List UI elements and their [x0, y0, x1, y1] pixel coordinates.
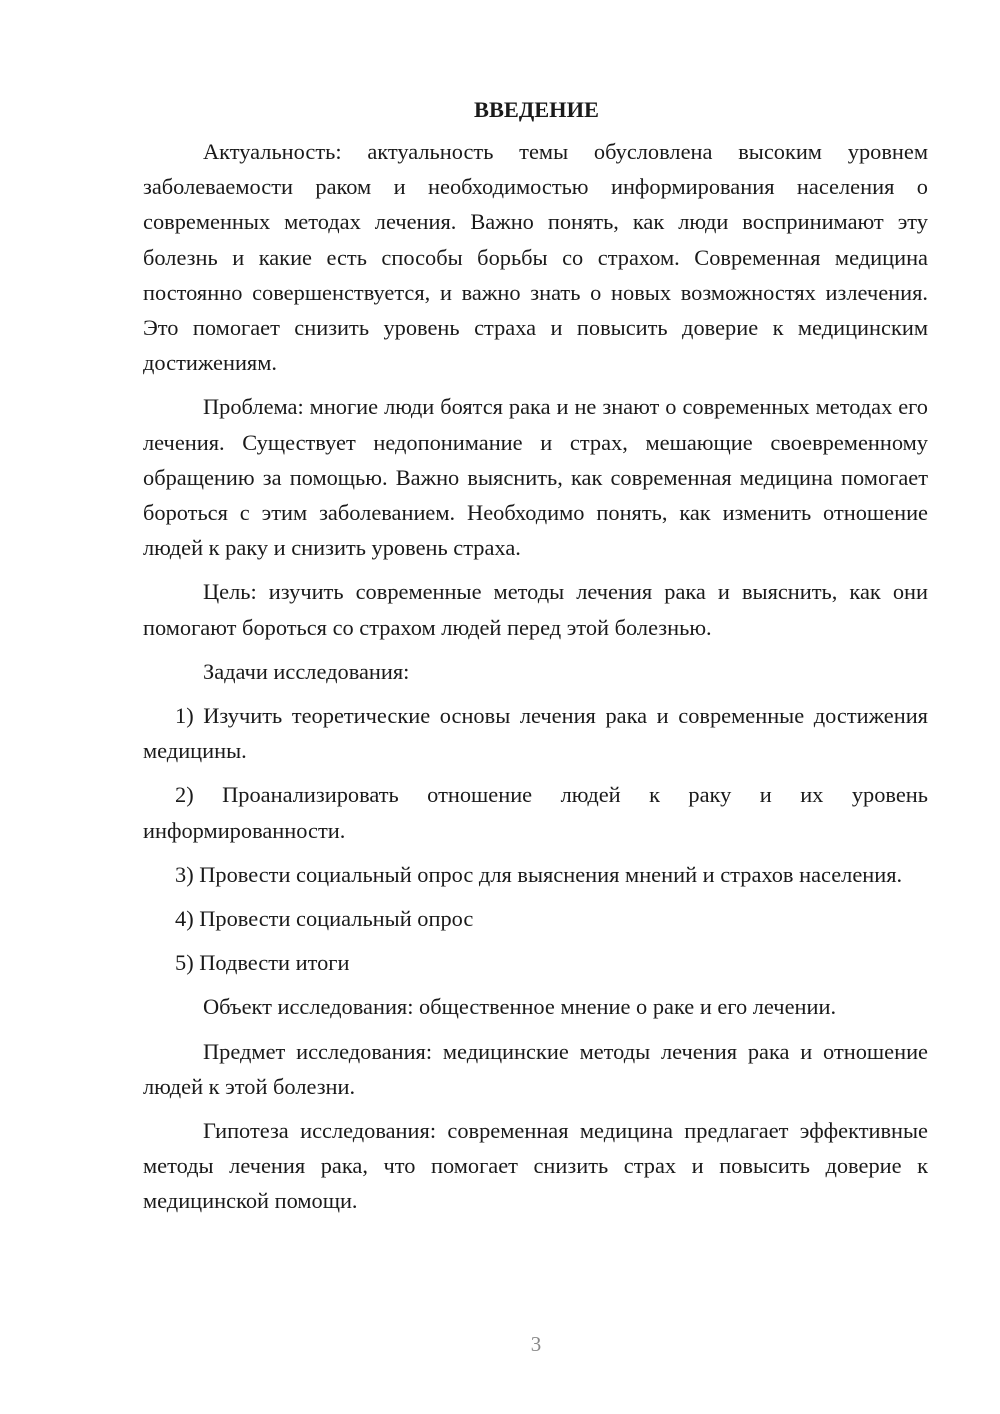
task-item-3: 3) Провести социальный опрос для выяснения мнений и страхов населения.: [175, 861, 903, 887]
tasks-heading: Задачи исследования:: [203, 658, 410, 684]
relevance-paragraph: Актуальность: актуальность темы обусловлена высоким уровнем заболеваемости раком и необходимостью информирования населения о современных методах лечения. Важно понять, как люди воспринимают эту болезнь и какие есть способы борьбы со страхом. Современная медицина постоянно совершенствуется, и важно знать о новых возможностях излечения. Это помогает снизить уровень страха и повысить доверие к медицинским достижениям.: [143, 139, 928, 376]
task-item-2: 2) Проанализировать отношение людей к раку и их уровень информированности.: [143, 782, 928, 843]
task-item-5: 5) Подвести итоги: [175, 950, 350, 976]
page-number: 3: [530, 1332, 542, 1356]
problem-paragraph: Проблема: многие люди боятся рака и не знают о современных методах его лечения. Существует недопонимание и страх, мешающие своевременному обращению за помощью. Важно выяснить, как современная медицина помогает бороться с этим заболеванием. Необходимо понять, как изменить отношение людей к раку и снизить уровень страха.: [143, 394, 928, 561]
object-paragraph: Объект исследования: общественное мнение о раке и его лечении.: [203, 994, 837, 1020]
section-title: ВВЕДЕНИЕ: [474, 97, 599, 122]
goal-paragraph: Цель: изучить современные методы лечения рака и выяснить, как они помогают бороться со страхом людей перед этой болезнью.: [143, 579, 928, 640]
subject-paragraph: Предмет исследования: медицинские методы лечения рака и отношение людей к этой болезни.: [143, 1038, 928, 1099]
document-page: [143, 90, 928, 1228]
hypothesis-paragraph: Гипотеза исследования: современная медицина предлагает эффективные методы лечения рака, что помогает снизить страх и повысить доверие к медицинской помощи.: [143, 1118, 928, 1214]
task-item-1: 1) Изучить теоретические основы лечения рака и современные достижения медицины.: [143, 703, 928, 764]
task-item-4: 4) Провести социальный опрос: [175, 906, 474, 932]
